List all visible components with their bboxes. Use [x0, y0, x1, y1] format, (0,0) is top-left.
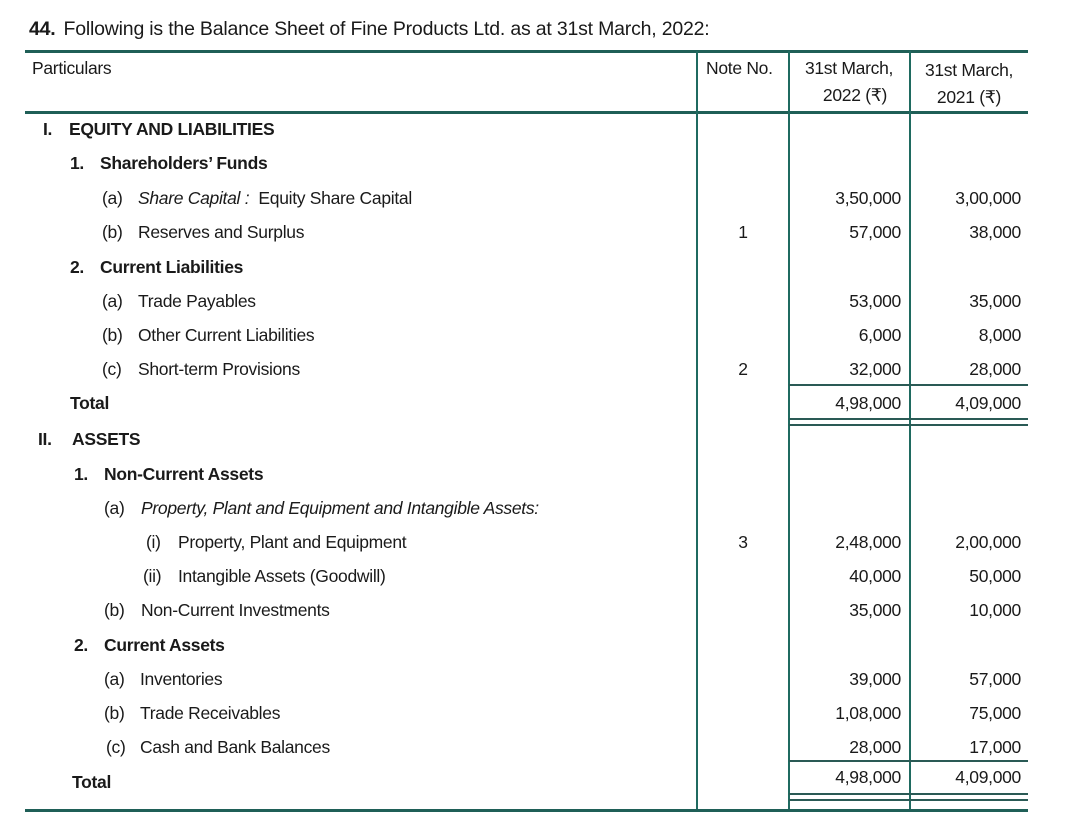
row-marker: 1. [74, 464, 88, 484]
row-marker: (a) [102, 291, 123, 311]
row-value-2022: 57,000 [849, 222, 901, 242]
table-top-rule [25, 50, 1028, 53]
row-marker: 1. [70, 153, 84, 173]
row-label-italic: Property, Plant and Equipment and Intangible Assets: [141, 498, 539, 518]
row-marker: (i) [146, 532, 161, 552]
table-bottom-rule [25, 809, 1028, 812]
row-marker: I. [43, 119, 53, 139]
header-2021-line2: 2021 (₹) [936, 87, 1002, 107]
row-marker: (a) [104, 498, 125, 518]
row-note: 1 [738, 222, 748, 242]
section-heading [0, 119, 1066, 149]
header-2022 [790, 55, 908, 109]
row-label-italic: Share Capital : [138, 188, 250, 208]
row-value-2022: 6,000 [858, 325, 901, 345]
row-value-2022: 1,08,000 [835, 703, 901, 723]
row-label: Total [72, 772, 112, 792]
question-title [29, 18, 710, 41]
header-bottom-rule [25, 111, 1028, 114]
row-marker: II. [38, 429, 52, 449]
total-value-2021: 4,09,000 [955, 393, 1021, 413]
row-label: Current Liabilities [100, 257, 244, 277]
row-label: Inventories [140, 669, 223, 689]
table-row [0, 188, 1066, 218]
total-value-2021: 4,09,000 [955, 767, 1021, 787]
row-marker: (b) [104, 703, 125, 723]
row-value-2022: 35,000 [849, 600, 901, 620]
group-heading [0, 464, 1066, 494]
row-marker: (c) [102, 359, 122, 379]
question-number: 44. [29, 18, 56, 40]
table-row [0, 222, 1066, 252]
row-marker: (a) [102, 188, 123, 208]
row-marker: 2. [70, 257, 84, 277]
row-value-2022: 2,48,000 [835, 532, 901, 552]
row-label: Current Assets [104, 635, 225, 655]
row-value-2022: 3,50,000 [835, 188, 901, 208]
table-row [0, 669, 1066, 699]
row-value-2021: 28,000 [969, 359, 1021, 379]
section-heading [0, 429, 1066, 459]
row-label: Short-term Provisions [138, 359, 300, 379]
row-value-2021: 57,000 [969, 669, 1021, 689]
table-row [0, 600, 1066, 630]
row-marker: (ii) [143, 566, 162, 586]
header-particulars: Particulars [32, 58, 112, 78]
row-label: EQUITY AND LIABILITIES [69, 119, 275, 139]
row-value-2021: 3,00,000 [955, 188, 1021, 208]
table-row [0, 291, 1066, 321]
row-label: Reserves and Surplus [138, 222, 305, 242]
row-value-2021: 17,000 [969, 737, 1021, 757]
row-label: Property, Plant and Equipment [178, 532, 407, 552]
row-note: 2 [738, 359, 748, 379]
total-value-2022: 4,98,000 [835, 767, 901, 787]
row-label: Non-Current Assets [104, 464, 264, 484]
group-heading [0, 257, 1066, 287]
row-label: Trade Payables [138, 291, 256, 311]
total-value-2022: 4,98,000 [835, 393, 901, 413]
row-label: Non-Current Investments [141, 600, 330, 620]
header-2022-line1: 31st March, [804, 58, 894, 78]
row-value-2021: 10,000 [969, 600, 1021, 620]
row-value-2022: 39,000 [849, 669, 901, 689]
group-heading [0, 153, 1066, 183]
group-heading [0, 635, 1066, 665]
row-value-2021: 50,000 [969, 566, 1021, 586]
row-label: Equity Share Capital [258, 188, 412, 208]
row-value-2021: 38,000 [969, 222, 1021, 242]
row-value-2021: 75,000 [969, 703, 1021, 723]
total-row-assets [0, 767, 1066, 802]
row-marker: (b) [104, 600, 125, 620]
row-note: 3 [738, 532, 748, 552]
row-label: Total [70, 393, 110, 413]
table-row [0, 359, 1066, 389]
row-marker: (b) [102, 222, 123, 242]
row-value-2022: 53,000 [849, 291, 901, 311]
total-row-liabilities [0, 393, 1066, 423]
row-marker: (a) [104, 669, 125, 689]
table-row [0, 737, 1066, 767]
header-2021-line1: 31st March, [924, 60, 1014, 80]
row-label: Cash and Bank Balances [140, 737, 330, 757]
table-row [0, 532, 1066, 562]
row-marker: 2. [74, 635, 88, 655]
row-label: Shareholders’ Funds [100, 153, 268, 173]
row-label: Intangible Assets (Goodwill) [178, 566, 386, 586]
question-text: Following is the Balance Sheet of Fine Products Ltd. as at 31st March, 2022: [63, 18, 710, 40]
row-value-2021: 2,00,000 [955, 532, 1021, 552]
header-2022-line2: 2022 (₹) [822, 85, 888, 105]
row-value-2022: 32,000 [849, 359, 901, 379]
table-row [0, 325, 1066, 355]
header-note-no: Note No. [706, 58, 773, 78]
row-label: Other Current Liabilities [138, 325, 315, 345]
row-marker: (b) [102, 325, 123, 345]
table-row [0, 498, 1066, 528]
table-row [0, 703, 1066, 733]
row-label: Trade Receivables [140, 703, 281, 723]
row-label: ASSETS [72, 429, 141, 449]
row-value-2022: 40,000 [849, 566, 901, 586]
double-line-liabilities-2 [789, 424, 1028, 426]
row-value-2021: 35,000 [969, 291, 1021, 311]
row-marker: (c) [106, 737, 126, 757]
table-row [0, 566, 1066, 596]
header-2021 [911, 57, 1027, 111]
row-value-2022: 28,000 [849, 737, 901, 757]
row-value-2021: 8,000 [978, 325, 1021, 345]
